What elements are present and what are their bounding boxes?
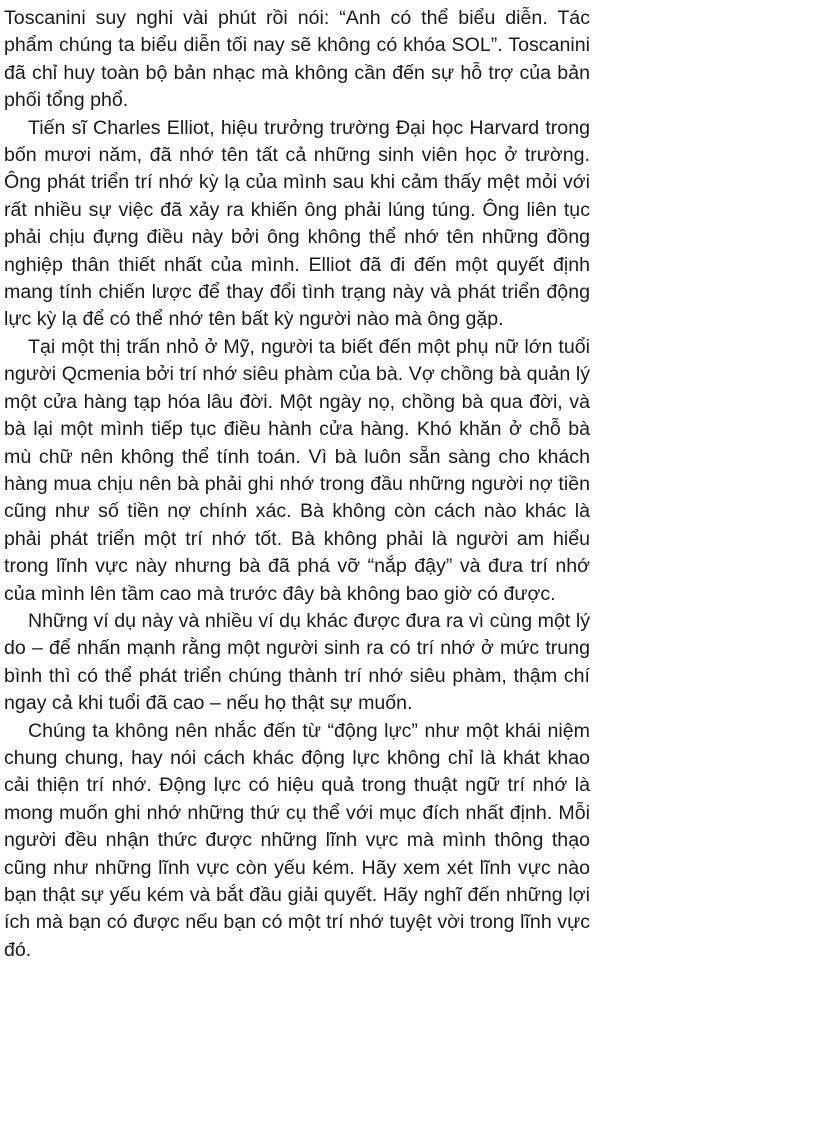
paragraph-examples: Những ví dụ này và nhiều ví dụ khác được đưa ra vì cùng một lý do – để nhấn mạnh rằng một người sinh ra có trí nhớ ở mức trung bình thì có thể phát triển chúng thành trí nhớ siêu phàm, thậm chí ngay cả khi tuổi đã cao – nếu họ thật sự muốn. bbox=[4, 609, 590, 715]
paragraph-grocery-woman: Tại một thị trấn nhỏ ở Mỹ, người ta biết đến một phụ nữ lớn tuổi người Qcmenia bởi trí nhớ siêu phàm của bà. Vợ chồng bà quản lý một cửa hàng tạp hóa lâu đời. Một ngày nọ, chồng bà qua đời, và bà lại một mình tiếp tục điều hành cửa hàng. Khó khăn ở chỗ bà mù chữ nên không thể tính toán. Vì bà luôn sẵn sàng cho khách hàng mua chịu nên bà phải ghi nhớ trong đầu những người nợ tiền cũng như số tiền nợ chính xác. Bà không còn cách nào khác là phải phát triển một trí nhớ tốt. Bà không phải là người am hiểu trong lĩnh vực này nhưng bà đã phá vỡ “nắp đậy” và đưa trí nhớ của mình lên tầm cao mà trước đây bà không bao giờ có được. bbox=[4, 335, 590, 605]
paragraph-charles-elliot: Tiến sĩ Charles Elliot, hiệu trưởng trường Đại học Harvard trong bốn mươi năm, đã nhớ tên tất cả những sinh viên học ở trường. Ông phát triển trí nhớ kỳ lạ của mình sau khi cảm thấy mệt mỏi với rất nhiều sự việc đã xảy ra khiến ông phải lúng túng. Ông liên tục phải chịu đựng điều này bởi ông không thể nhớ tên những đồng nghiệp thân thiết nhất của mình. Elliot đã đi đến một quyết định mang tính chiến lược để thay đổi tình trạng này và phát triển động lực kỳ lạ để có thể nhớ tên bất kỳ người nào mà ông gặp. bbox=[4, 116, 590, 331]
paragraph-toscanini: Toscanini suy nghi vài phút rồi nói: “Anh có thể biểu diễn. Tác phẩm chúng ta biểu diễn tối nay sẽ không có khóa SOL”. Toscanini đã chỉ huy toàn bộ bản nhạc mà không cần đến sự hỗ trợ của bản phối tổng phổ. bbox=[4, 7, 590, 112]
body-text bbox=[4, 5, 590, 964]
paragraph-motivation: Chúng ta không nên nhắc đến từ “động lực” như một khái niệm chung chung, hay nói cách khác động lực không chỉ là khát khao cải thiện trí nhớ. Động lực có hiệu quả trong thuật ngữ trí nhớ là mong muốn ghi nhớ những thứ cụ thể với mục đích nhất định. Mỗi người đều nhận thức được những lĩnh vực mà mình thông thạo cũng như những lĩnh vực còn yếu kém. Hãy xem xét lĩnh vực nào bạn thật sự yếu kém và bắt đầu giải quyết. Hãy nghĩ đến những lợi ích mà bạn có được nếu bạn có một trí nhớ tuyệt vời trong lĩnh vực đó. bbox=[4, 719, 590, 961]
